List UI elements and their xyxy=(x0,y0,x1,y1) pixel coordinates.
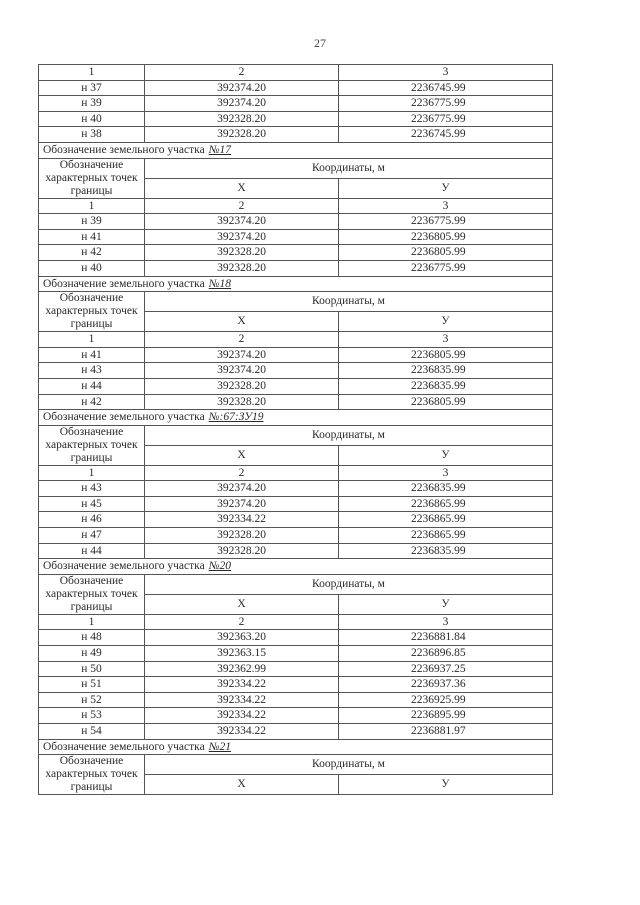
coordinates-header: Координаты, м xyxy=(145,292,553,312)
parcel-heading-row xyxy=(39,559,553,575)
column-index-2: 2 xyxy=(145,465,339,481)
table-row xyxy=(39,496,553,512)
x-coordinate-cell: 392374.20 xyxy=(145,363,339,379)
point-name-cell: н 41 xyxy=(39,347,145,363)
y-coordinate-cell: 2236775.99 xyxy=(339,214,553,230)
y-coordinate-cell: 2236937.36 xyxy=(339,677,553,693)
point-name-cell: н 42 xyxy=(39,245,145,261)
point-name-cell: н 53 xyxy=(39,708,145,724)
column-index-2: 2 xyxy=(145,198,339,214)
x-coordinate-cell: 392334.22 xyxy=(145,708,339,724)
y-coordinate-cell: 2236896.85 xyxy=(339,646,553,662)
point-name-cell: н 49 xyxy=(39,646,145,662)
x-header: Х xyxy=(145,775,339,795)
x-coordinate-cell: 392328.20 xyxy=(145,260,339,276)
parcel-number: №18 xyxy=(208,277,232,290)
points-header: Обозначение характерных точек границы xyxy=(39,158,145,198)
table-row xyxy=(39,96,553,112)
y-coordinate-cell: 2236937.25 xyxy=(339,661,553,677)
column-index-3: 3 xyxy=(339,465,553,481)
column-header-row xyxy=(39,574,553,594)
point-name-cell: н 43 xyxy=(39,363,145,379)
table-row xyxy=(39,528,553,544)
point-name-cell: н 44 xyxy=(39,543,145,559)
y-coordinate-cell: 2236895.99 xyxy=(339,708,553,724)
point-name-cell: н 42 xyxy=(39,394,145,410)
parcel-number: №17 xyxy=(208,143,232,156)
x-coordinate-cell: 392328.20 xyxy=(145,245,339,261)
column-header-row xyxy=(39,158,553,178)
parcel-label: Обозначение земельного участка xyxy=(43,740,205,753)
point-name-cell: н 40 xyxy=(39,111,145,127)
x-header: Х xyxy=(145,312,339,332)
x-coordinate-cell: 392374.20 xyxy=(145,229,339,245)
x-header: Х xyxy=(145,594,339,614)
parcel-number: №:67:ЗУ19 xyxy=(208,411,264,424)
column-index-2: 2 xyxy=(145,614,339,630)
parcel-heading xyxy=(39,739,553,755)
table-row xyxy=(39,543,553,559)
y-coordinate-cell: 2236775.99 xyxy=(339,111,553,127)
column-header-row xyxy=(39,755,553,775)
y-coordinate-cell: 2236835.99 xyxy=(339,481,553,497)
column-index-1: 1 xyxy=(39,65,145,81)
parcel-label: Обозначение земельного участка xyxy=(43,143,205,156)
table-row xyxy=(39,260,553,276)
column-index-1: 1 xyxy=(39,198,145,214)
y-coordinate-cell: 2236925.99 xyxy=(339,692,553,708)
y-coordinate-cell: 2236865.99 xyxy=(339,528,553,544)
y-header: У xyxy=(339,775,553,795)
x-coordinate-cell: 392374.20 xyxy=(145,481,339,497)
y-coordinate-cell: 2236805.99 xyxy=(339,229,553,245)
y-coordinate-cell: 2236835.99 xyxy=(339,378,553,394)
point-name-cell: н 45 xyxy=(39,496,145,512)
points-header: Обозначение характерных точек границы xyxy=(39,292,145,332)
column-index-3: 3 xyxy=(339,614,553,630)
point-name-cell: н 48 xyxy=(39,630,145,646)
points-header: Обозначение характерных точек границы xyxy=(39,425,145,465)
table-row xyxy=(39,363,553,379)
y-coordinate-cell: 2236745.99 xyxy=(339,80,553,96)
y-header: У xyxy=(339,312,553,332)
y-coordinate-cell: 2236865.99 xyxy=(339,512,553,528)
point-name-cell: н 50 xyxy=(39,661,145,677)
column-index-row xyxy=(39,465,553,481)
table-row xyxy=(39,378,553,394)
x-coordinate-cell: 392328.20 xyxy=(145,394,339,410)
y-coordinate-cell: 2236805.99 xyxy=(339,245,553,261)
column-index-row xyxy=(39,614,553,630)
point-name-cell: н 40 xyxy=(39,260,145,276)
column-index-1: 1 xyxy=(39,614,145,630)
parcel-heading-row xyxy=(39,410,553,426)
parcel-heading-row xyxy=(39,739,553,755)
y-header: У xyxy=(339,178,553,198)
point-name-cell: н 39 xyxy=(39,214,145,230)
page-number: 27 xyxy=(314,36,326,50)
point-name-cell: н 38 xyxy=(39,127,145,143)
parcel-label: Обозначение земельного участка xyxy=(43,560,205,573)
table-row xyxy=(39,80,553,96)
point-name-cell: н 46 xyxy=(39,512,145,528)
y-coordinate-cell: 2236835.99 xyxy=(339,363,553,379)
table-row xyxy=(39,111,553,127)
column-index-row xyxy=(39,332,553,348)
y-header: У xyxy=(339,445,553,465)
column-index-3: 3 xyxy=(339,65,553,81)
parcel-heading xyxy=(39,559,553,575)
coordinates-table xyxy=(38,64,553,795)
point-name-cell: н 41 xyxy=(39,229,145,245)
table-row xyxy=(39,630,553,646)
x-coordinate-cell: 392334.22 xyxy=(145,677,339,693)
parcel-heading-row xyxy=(39,142,553,158)
table-row xyxy=(39,214,553,230)
table-row xyxy=(39,724,553,740)
point-name-cell: н 47 xyxy=(39,528,145,544)
x-coordinate-cell: 392374.20 xyxy=(145,96,339,112)
parcel-heading xyxy=(39,142,553,158)
point-name-cell: н 51 xyxy=(39,677,145,693)
y-coordinate-cell: 2236881.97 xyxy=(339,724,553,740)
x-coordinate-cell: 392374.20 xyxy=(145,80,339,96)
x-coordinate-cell: 392334.22 xyxy=(145,724,339,740)
column-header-row xyxy=(39,425,553,445)
parcel-label: Обозначение земельного участка xyxy=(43,411,205,424)
parcel-heading xyxy=(39,410,553,426)
coordinates-header: Координаты, м xyxy=(145,425,553,445)
y-coordinate-cell: 2236835.99 xyxy=(339,543,553,559)
column-index-2: 2 xyxy=(145,65,339,81)
x-coordinate-cell: 392328.20 xyxy=(145,543,339,559)
column-index-3: 3 xyxy=(339,332,553,348)
point-name-cell: н 44 xyxy=(39,378,145,394)
parcel-label: Обозначение земельного участка xyxy=(43,277,205,290)
point-name-cell: н 52 xyxy=(39,692,145,708)
column-index-2: 2 xyxy=(145,332,339,348)
y-coordinate-cell: 2236805.99 xyxy=(339,347,553,363)
coordinates-header: Координаты, м xyxy=(145,574,553,594)
y-coordinate-cell: 2236745.99 xyxy=(339,127,553,143)
column-index-row xyxy=(39,65,553,81)
parcel-heading-row xyxy=(39,276,553,292)
points-header: Обозначение характерных точек границы xyxy=(39,755,145,795)
x-coordinate-cell: 392362.99 xyxy=(145,661,339,677)
table-row xyxy=(39,127,553,143)
parcel-number: №20 xyxy=(208,560,232,573)
x-coordinate-cell: 392363.15 xyxy=(145,646,339,662)
table-row xyxy=(39,394,553,410)
x-coordinate-cell: 392328.20 xyxy=(145,111,339,127)
parcel-heading xyxy=(39,276,553,292)
x-coordinate-cell: 392334.22 xyxy=(145,692,339,708)
point-name-cell: н 37 xyxy=(39,80,145,96)
point-name-cell: н 54 xyxy=(39,724,145,740)
table-row xyxy=(39,646,553,662)
table-row xyxy=(39,512,553,528)
table-row xyxy=(39,677,553,693)
point-name-cell: н 39 xyxy=(39,96,145,112)
coordinates-header: Координаты, м xyxy=(145,755,553,775)
y-coordinate-cell: 2236881.84 xyxy=(339,630,553,646)
y-coordinate-cell: 2236775.99 xyxy=(339,260,553,276)
table-row xyxy=(39,229,553,245)
column-index-1: 1 xyxy=(39,332,145,348)
x-coordinate-cell: 392334.22 xyxy=(145,512,339,528)
table-row xyxy=(39,347,553,363)
column-index-1: 1 xyxy=(39,465,145,481)
column-index-row xyxy=(39,198,553,214)
y-coordinate-cell: 2236865.99 xyxy=(339,496,553,512)
coordinates-sheet xyxy=(38,64,552,795)
table-row xyxy=(39,708,553,724)
table-row xyxy=(39,692,553,708)
points-header: Обозначение характерных точек границы xyxy=(39,574,145,614)
x-header: Х xyxy=(145,445,339,465)
x-coordinate-cell: 392374.20 xyxy=(145,496,339,512)
x-coordinate-cell: 392328.20 xyxy=(145,127,339,143)
x-header: Х xyxy=(145,178,339,198)
table-row xyxy=(39,245,553,261)
x-coordinate-cell: 392328.20 xyxy=(145,528,339,544)
column-index-3: 3 xyxy=(339,198,553,214)
point-name-cell: н 43 xyxy=(39,481,145,497)
table-row xyxy=(39,661,553,677)
coordinates-header: Координаты, м xyxy=(145,158,553,178)
y-coordinate-cell: 2236805.99 xyxy=(339,394,553,410)
x-coordinate-cell: 392328.20 xyxy=(145,378,339,394)
y-header: У xyxy=(339,594,553,614)
x-coordinate-cell: 392374.20 xyxy=(145,347,339,363)
column-header-row xyxy=(39,292,553,312)
x-coordinate-cell: 392374.20 xyxy=(145,214,339,230)
parcel-number: №21 xyxy=(208,740,232,753)
x-coordinate-cell: 392363.20 xyxy=(145,630,339,646)
y-coordinate-cell: 2236775.99 xyxy=(339,96,553,112)
table-row xyxy=(39,481,553,497)
